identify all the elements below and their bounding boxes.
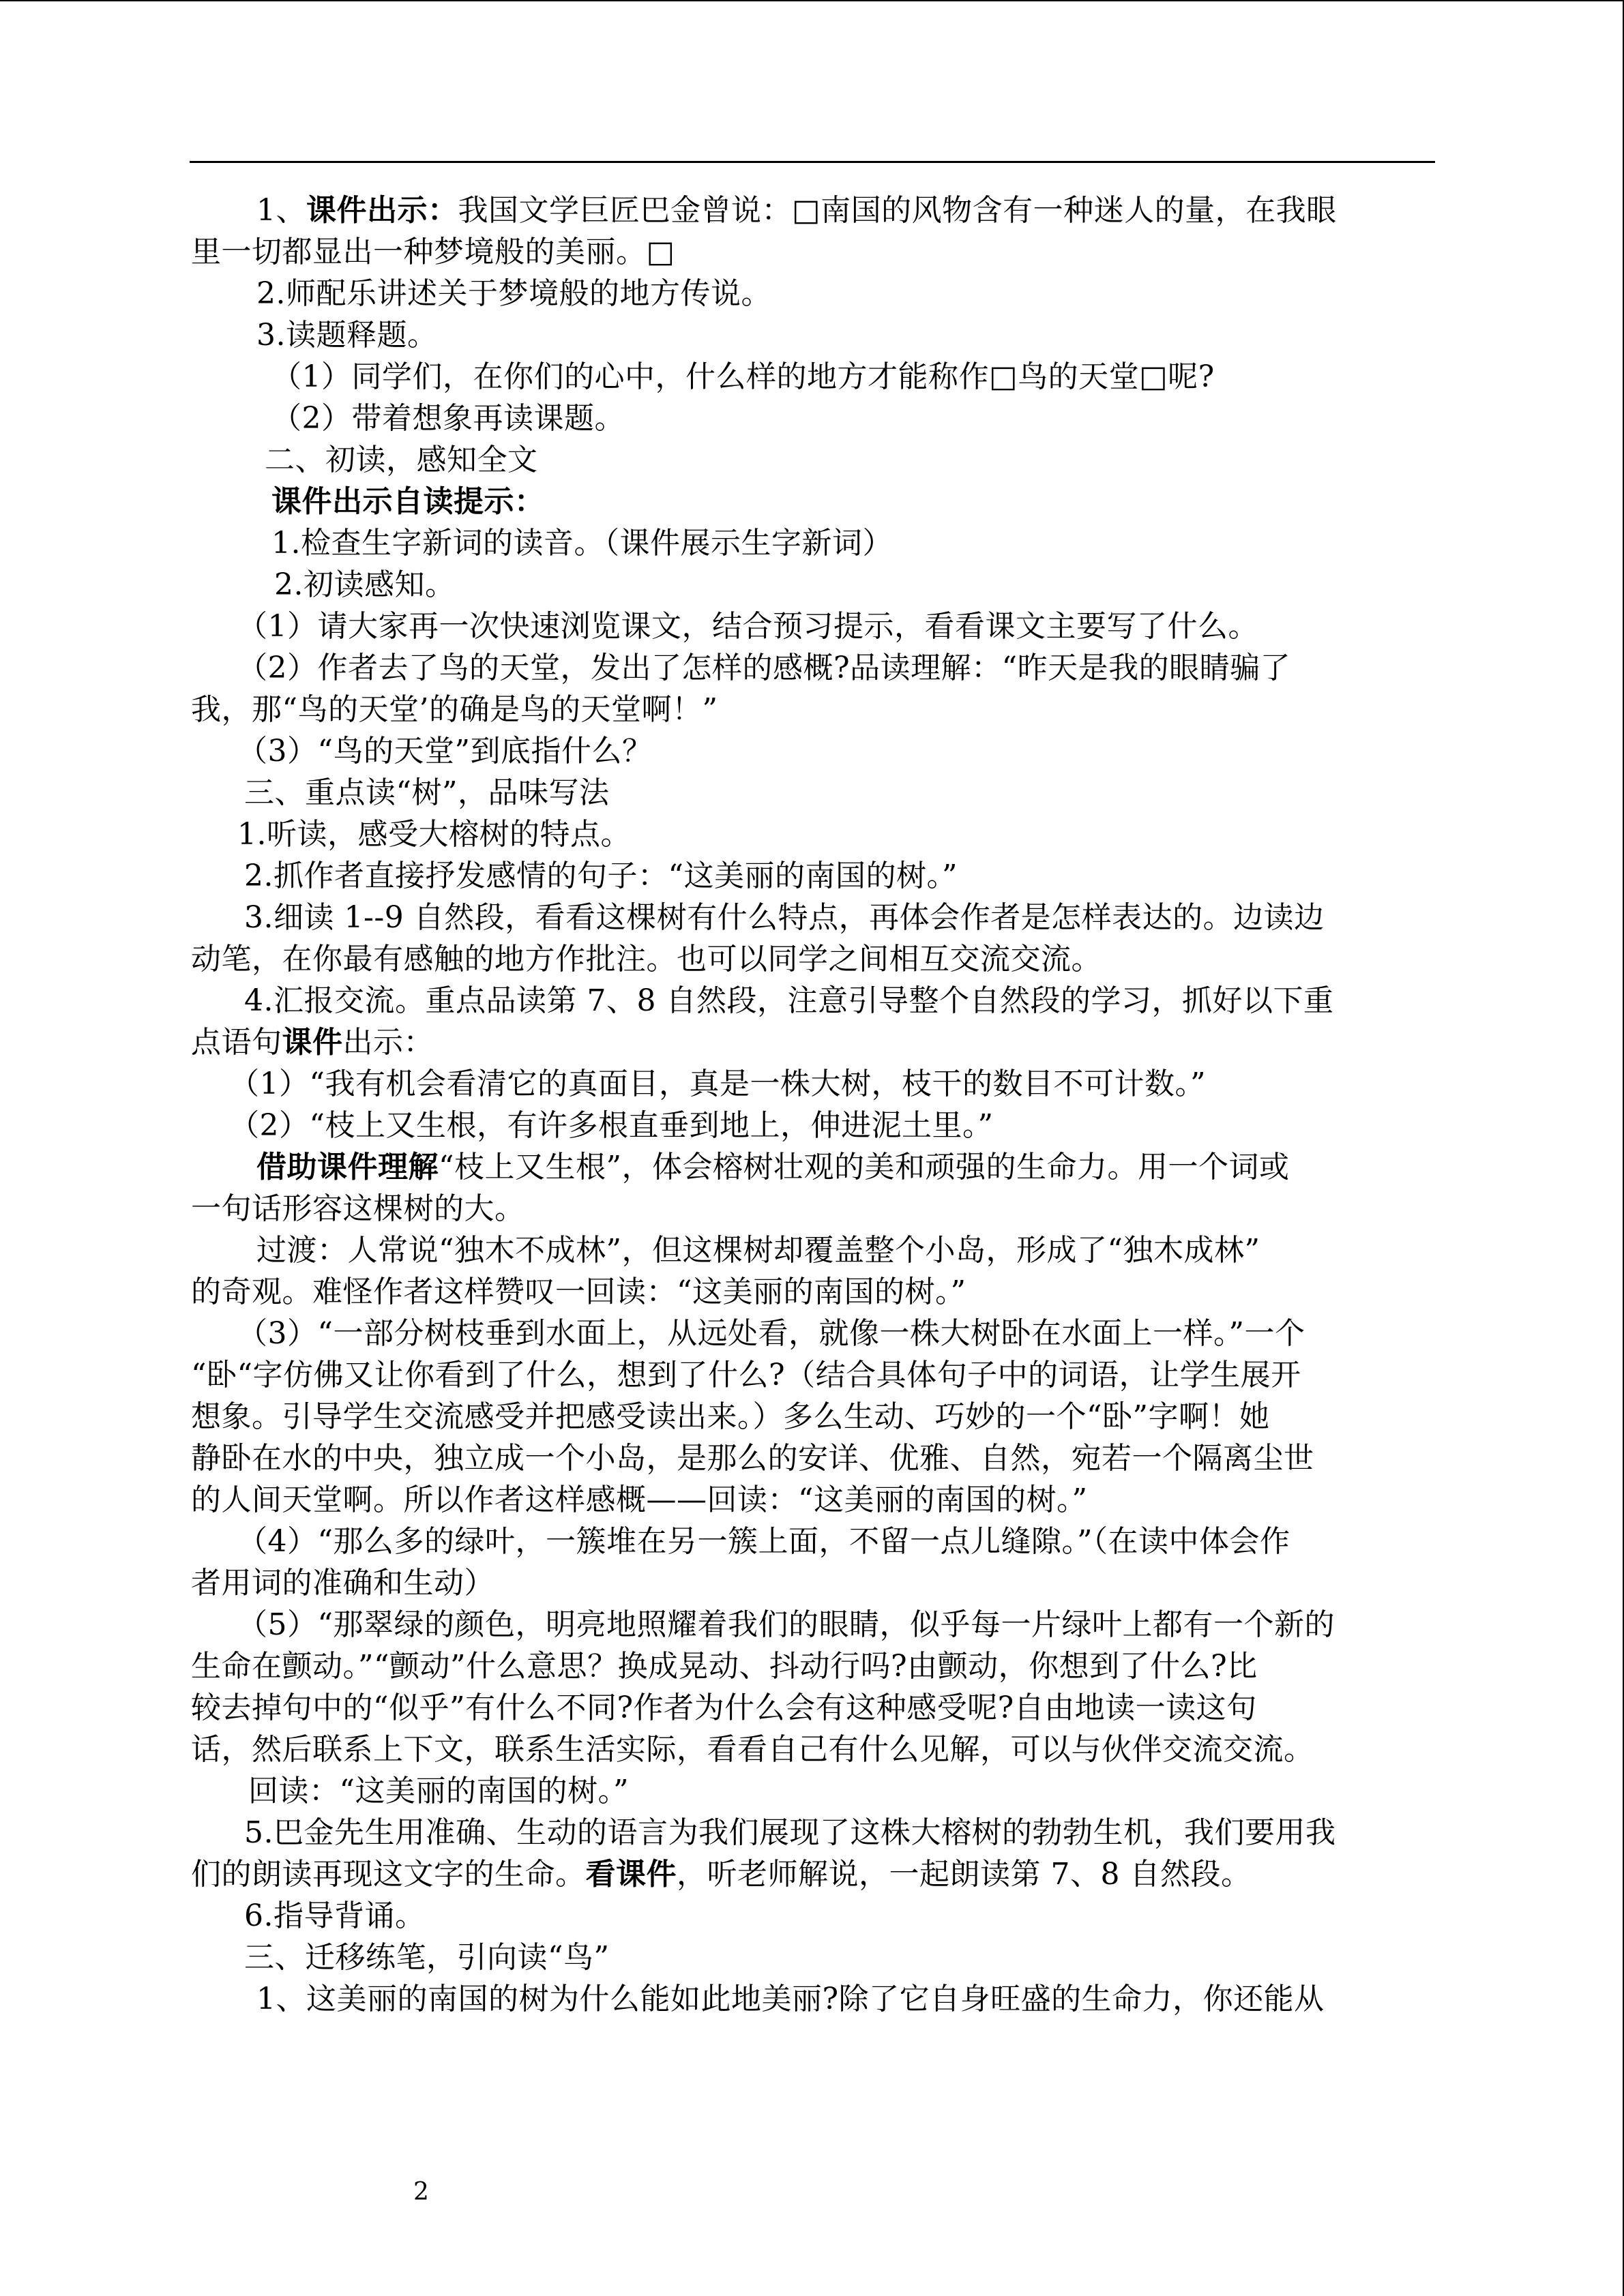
document-body	[191, 190, 1439, 2020]
text-line	[191, 1063, 1439, 1105]
text-line	[191, 1729, 1439, 1770]
bold-text-run: 课件	[282, 1025, 343, 1060]
text-line	[191, 190, 1439, 231]
text-run: 点语句	[191, 1025, 282, 1060]
text-run: 三、重点读“树”，品味写法	[244, 775, 610, 810]
text-run: 的人间天堂啊。所以作者这样感概——回读：“这美丽的南国的树。”	[191, 1482, 1088, 1517]
text-line	[191, 1271, 1439, 1313]
text-line	[191, 1645, 1439, 1687]
text-line	[191, 730, 1439, 772]
text-run: （1）请大家再一次快速浏览课文，结合预习提示，看看课文主要写了什么。	[237, 609, 1258, 644]
text-line	[191, 273, 1439, 314]
text-line	[191, 1188, 1439, 1229]
text-line	[191, 564, 1439, 606]
text-line	[191, 1853, 1439, 1895]
text-run: 们的朗读再现这文字的生命。	[191, 1857, 586, 1892]
text-line	[191, 1937, 1439, 1978]
text-run: 3.细读 1--9 自然段，看看这棵树有什么特点，再体会作者是怎样表达的。边读边	[244, 900, 1325, 935]
text-line	[191, 314, 1439, 356]
text-line	[191, 689, 1439, 730]
text-run: 4.汇报交流。重点品读第 7、8 自然段，注意引导整个自然段的学习，抓好以下重	[244, 983, 1334, 1018]
text-line	[191, 398, 1439, 439]
text-line	[191, 1354, 1439, 1396]
text-line	[191, 1105, 1439, 1146]
text-line	[191, 1562, 1439, 1604]
text-run: 5.巴金先生用准确、生动的语言为我们展现了这株大榕树的勃勃生机，我们要用我	[244, 1815, 1336, 1850]
text-line	[191, 1687, 1439, 1729]
text-line	[191, 1812, 1439, 1853]
text-line	[191, 938, 1439, 980]
text-run: 1、这美丽的南国的树为什么能如此地美丽?除了它自身旺盛的生命力，你还能从	[256, 1982, 1325, 2016]
bold-text-run: 课件出示：	[306, 193, 458, 228]
text-line	[191, 1396, 1439, 1437]
text-run: 1.检查生字新词的读音。（课件展示生字新词）	[271, 526, 893, 561]
text-run: 想象。引导学生交流感受并把感受读出来。）多么生动、巧妙的一个“卧”字啊！她	[191, 1399, 1270, 1434]
text-run: （2）带着想象再读课题。	[271, 401, 625, 436]
page-number: 2	[413, 2178, 429, 2206]
text-line	[191, 980, 1439, 1022]
text-run: “枝上又生根”，体会榕树壮观的美和顽强的生命力。用一个词或	[439, 1150, 1290, 1184]
text-line	[191, 1895, 1439, 1937]
text-run: （2）作者去了鸟的天堂，发出了怎样的感概?品读理解：“昨天是我的眼睛骗了	[237, 651, 1291, 685]
bold-text-run: 借助课件理解	[256, 1150, 439, 1184]
text-line	[191, 1978, 1439, 2020]
text-run: 我国文学巨匠巴金曾说：□南国的风物含有一种迷人的量，在我眼	[458, 193, 1337, 228]
text-run: 一句话形容这棵树的大。	[191, 1191, 525, 1226]
text-run: （5）“那翠绿的颜色，明亮地照耀着我们的眼睛，似乎每一片绿叶上都有一个新的	[237, 1607, 1335, 1642]
text-run: 过渡：人常说“独木不成林”，但这棵树却覆盖整个小岛，形成了“独木成林”	[256, 1233, 1260, 1268]
text-run: （4）“那么多的绿叶，一簇堆在另一簇上面，不留一点儿缝隙。”（在读中体会作	[237, 1524, 1290, 1559]
text-run: 回读：“这美丽的南国的树。”	[248, 1774, 629, 1808]
page-top-border	[0, 0, 1624, 1]
text-run: “卧“字仿佛又让你看到了什么，想到了什么?（结合具体句子中的词语，让学生展开	[191, 1358, 1301, 1392]
text-line	[191, 647, 1439, 689]
text-run: 三、迁移练笔，引向读“鸟”	[244, 1940, 610, 1975]
text-line	[191, 1479, 1439, 1521]
text-run: 较去掉句中的“似乎”有什么不同?作者为什么会有这种感受呢?自由地读一读这句	[191, 1690, 1257, 1725]
text-run: 2.抓作者直接抒发感情的句子：“这美丽的南国的树。”	[244, 859, 958, 893]
bold-text-run: 看课件	[585, 1857, 677, 1892]
text-line	[191, 1604, 1439, 1645]
text-run: 生命在颤动。”“颤动”什么意思？换成晃动、抖动行吗?由颤动，你想到了什么?比	[191, 1649, 1258, 1684]
text-line	[191, 356, 1439, 398]
text-run: 动笔，在你最有感触的地方作批注。也可以同学之间相互交流交流。	[191, 942, 1102, 976]
text-run: 1、	[256, 193, 306, 228]
text-run: ，听老师解说，一起朗读第 7、8 自然段。	[677, 1857, 1252, 1892]
text-line	[191, 481, 1439, 522]
text-run: 3.读题释题。	[256, 318, 438, 353]
text-run: （3）“鸟的天堂”到底指什么？	[237, 734, 653, 769]
text-run: （1）同学们，在你们的心中，什么样的地方才能称作□鸟的天堂□呢?	[271, 359, 1215, 394]
text-line	[191, 1437, 1439, 1479]
text-line	[191, 1229, 1439, 1271]
text-line	[191, 1770, 1439, 1812]
text-run: 话，然后联系上下文，联系生活实际，看看自己有什么见解，可以与伙伴交流交流。	[191, 1732, 1314, 1767]
text-line	[191, 606, 1439, 647]
text-line	[191, 522, 1439, 564]
text-run: 者用词的准确和生动）	[191, 1566, 494, 1600]
text-line	[191, 772, 1439, 814]
text-line	[191, 439, 1439, 481]
text-line	[191, 1313, 1439, 1354]
text-line	[191, 1022, 1439, 1063]
text-run: （1）“我有机会看清它的真面目，真是一株大树，枝干的数目不可计数。”	[229, 1067, 1206, 1101]
bold-text-run: 课件出示自读提示：	[271, 484, 545, 519]
text-line	[191, 1146, 1439, 1188]
text-line	[191, 855, 1439, 897]
text-run: （2）“枝上又生根，有许多根直垂到地上，伸进泥土里。”	[229, 1108, 994, 1143]
text-line	[191, 897, 1439, 938]
text-run: 的奇观。难怪作者这样赞叹一回读：“这美丽的南国的树。”	[191, 1274, 966, 1309]
text-run: 出示：	[342, 1025, 434, 1060]
text-line	[191, 1521, 1439, 1562]
text-line	[191, 814, 1439, 855]
text-line	[191, 231, 1439, 273]
header-rule	[190, 161, 1435, 163]
text-run: 6.指导背诵。	[244, 1898, 426, 1933]
text-run: （3）“一部分树枝垂到水面上，从远处看，就像一株大树卧在水面上一样。”一个	[237, 1316, 1305, 1351]
text-run: 2.初读感知。	[274, 567, 456, 602]
text-run: 2.师配乐讲述关于梦境般的地方传说。	[256, 276, 771, 311]
text-run: 1.听读，感受大榕树的特点。	[237, 817, 631, 852]
text-run: 我，那“鸟的天堂’的确是鸟的天堂啊！”	[191, 692, 718, 727]
text-run: 里一切都显出一种梦境般的美丽。□	[191, 235, 675, 269]
text-run: 静卧在水的中央，独立成一个小岛，是那么的安详、优雅、自然，宛若一个隔离尘世	[191, 1441, 1314, 1476]
text-run: 二、初读，感知全文	[265, 443, 538, 477]
